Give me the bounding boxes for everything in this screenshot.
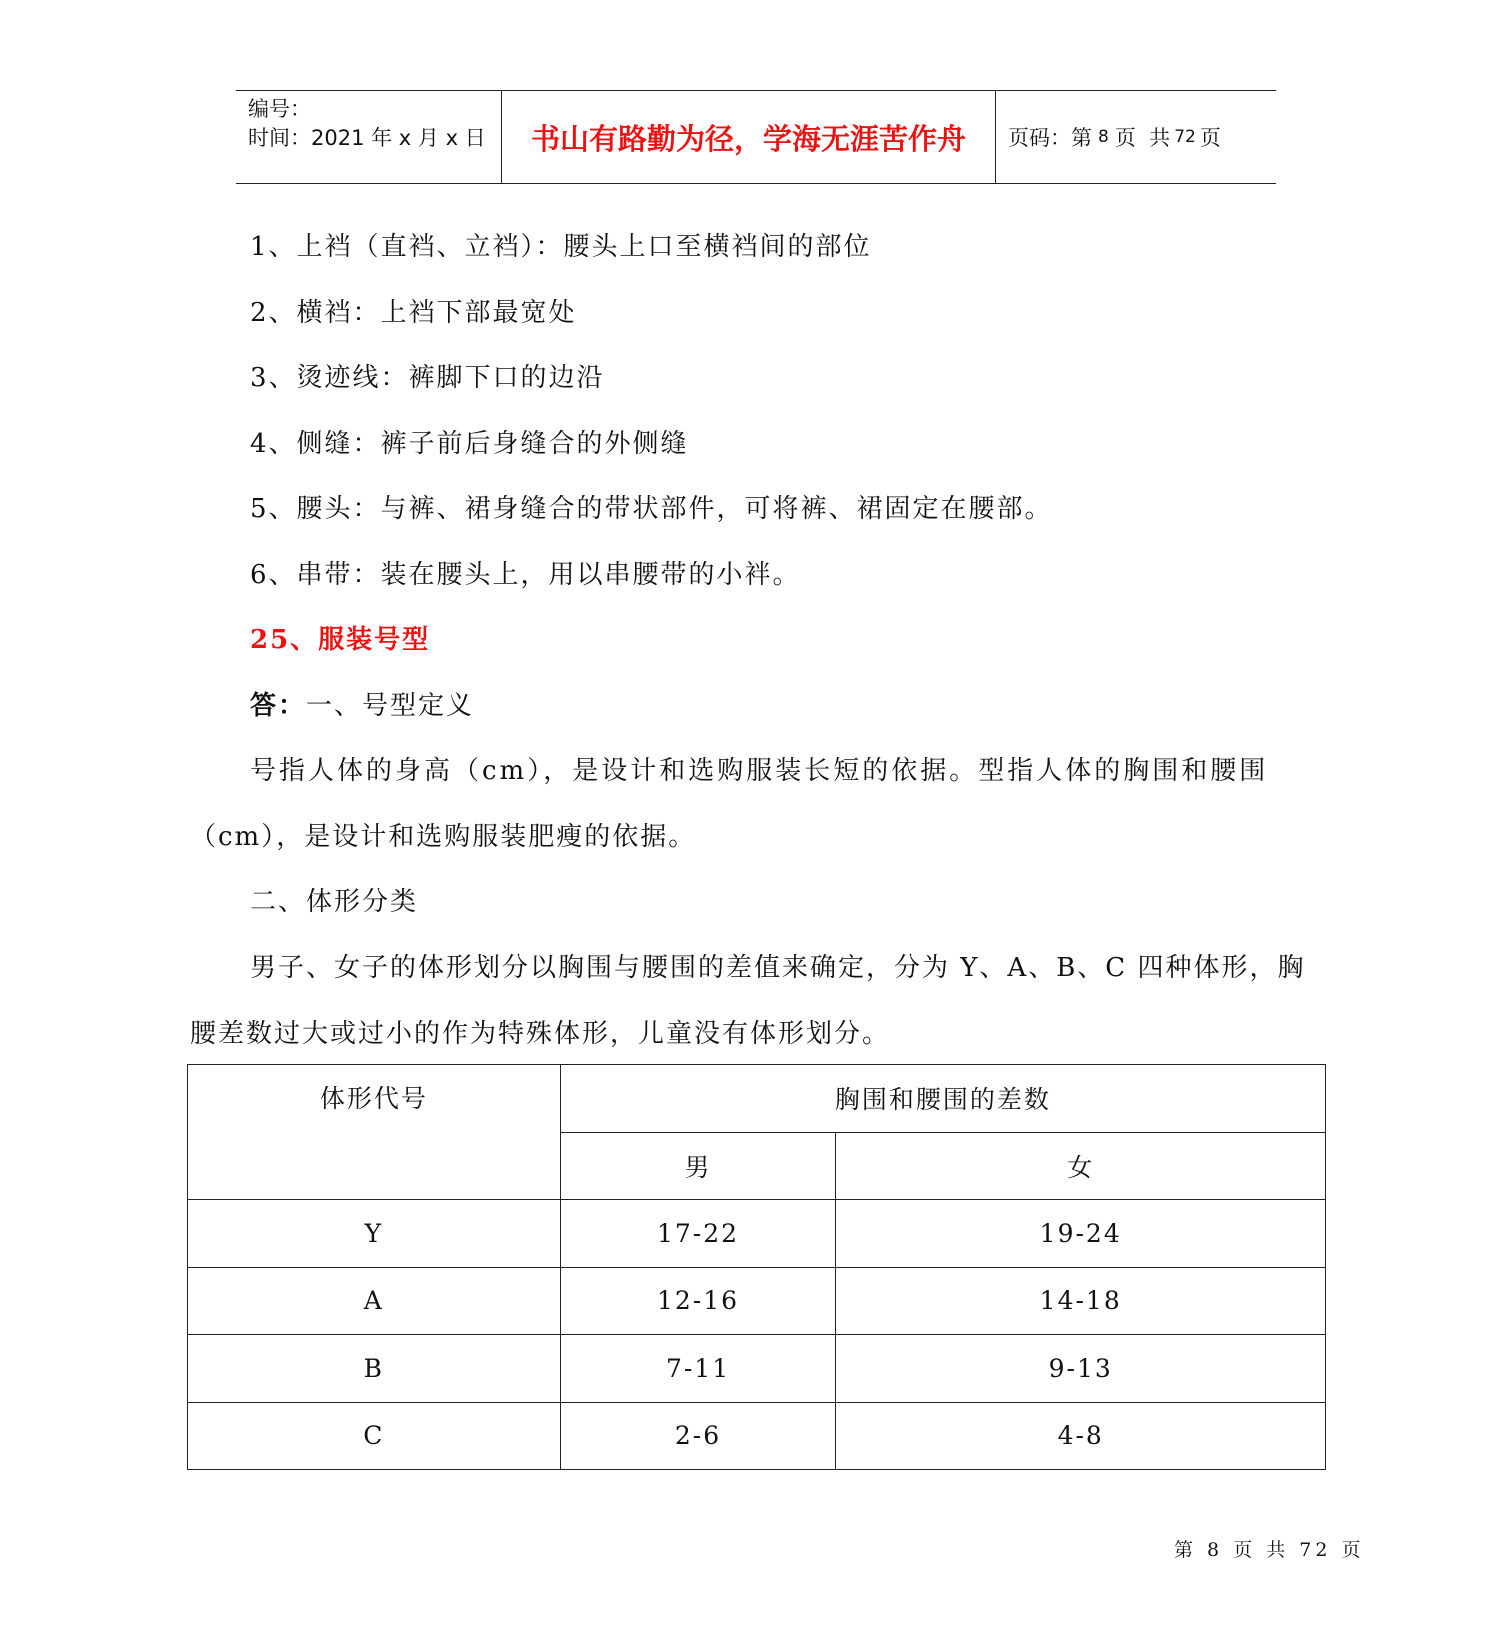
header-page-total: 72: [1174, 127, 1196, 147]
table-cell-male: 7-11: [560, 1335, 836, 1403]
table-header-difference: 胸围和腰围的差数: [560, 1065, 1325, 1133]
table-cell-male: 2-6: [560, 1402, 836, 1470]
table-row: [188, 1402, 1326, 1470]
table-cell-female: 4-8: [836, 1402, 1326, 1470]
classification-line-2: 腰差数过大或过小的作为特殊体形，儿童没有体形划分。: [190, 1019, 891, 1049]
header-page-mid: 页 共: [1114, 126, 1171, 150]
table-row: [188, 1335, 1326, 1403]
table-cell-code: Y: [188, 1200, 561, 1268]
table-cell-male: 17-22: [560, 1200, 836, 1268]
body-type-table: [187, 1064, 1326, 1470]
table-cell-code: A: [188, 1267, 561, 1335]
header-date: 时间：2021 年 x 月 x 日: [248, 126, 486, 150]
classification-line-1: 男子、女子的体形划分以胸围与腰围的差值来确定，分为 Y、A、B、C 四种体形，胸: [250, 953, 1306, 983]
answer-text: 一、号型定义: [306, 691, 475, 721]
subheading-body-type: 二、体形分类: [250, 887, 419, 917]
page-footer: 第 8 页 共 72 页: [1174, 1539, 1365, 1561]
list-item: 6、串带：装在腰头上，用以串腰带的小袢。: [250, 560, 801, 590]
table-cell-code: C: [188, 1402, 561, 1470]
list-item: 2、横裆：上裆下部最宽处: [250, 298, 577, 328]
list-item: 4、侧缝：裤子前后身缝合的外侧缝: [250, 429, 689, 459]
header-page-prefix: 页码：第: [1008, 126, 1092, 150]
header-meta: [236, 91, 502, 183]
list-item: 1、上裆（直裆、立裆）：腰头上口至横裆间的部位: [250, 232, 872, 262]
definition-line-2: （cm），是设计和选购服装肥瘦的依据。: [190, 822, 697, 852]
table-cell-male: 12-16: [560, 1267, 836, 1335]
table-row: [188, 1200, 1326, 1268]
header-page-num: 8: [1098, 127, 1109, 147]
header-motto: 书山有路勤为径，学海无涯苦作舟: [502, 91, 996, 183]
section-title: 25、服装号型: [250, 625, 431, 655]
header-number: 编号：: [248, 97, 311, 121]
table-header-code: 体形代号: [188, 1065, 561, 1200]
table-header-female: 女: [836, 1132, 1326, 1200]
list-item: 5、腰头：与裤、裙身缝合的带状部件，可将裤、裙固定在腰部。: [250, 494, 1053, 524]
table-row: [188, 1267, 1326, 1335]
table-cell-female: 14-18: [836, 1267, 1326, 1335]
table-cell-code: B: [188, 1335, 561, 1403]
header-page-suffix: 页: [1199, 126, 1221, 150]
header-page-info: [996, 91, 1276, 183]
answer-label: 答：: [250, 691, 307, 721]
table-header-male: 男: [560, 1132, 836, 1200]
table-cell-female: 19-24: [836, 1200, 1326, 1268]
definition-line-1: 号指人体的身高（cm），是设计和选购服装长短的依据。型指人体的胸围和腰围: [250, 756, 1269, 786]
page-header: [236, 90, 1276, 184]
table-cell-female: 9-13: [836, 1335, 1326, 1403]
list-item: 3、烫迹线：裤脚下口的边沿: [250, 363, 605, 393]
answer-line: [250, 685, 474, 722]
